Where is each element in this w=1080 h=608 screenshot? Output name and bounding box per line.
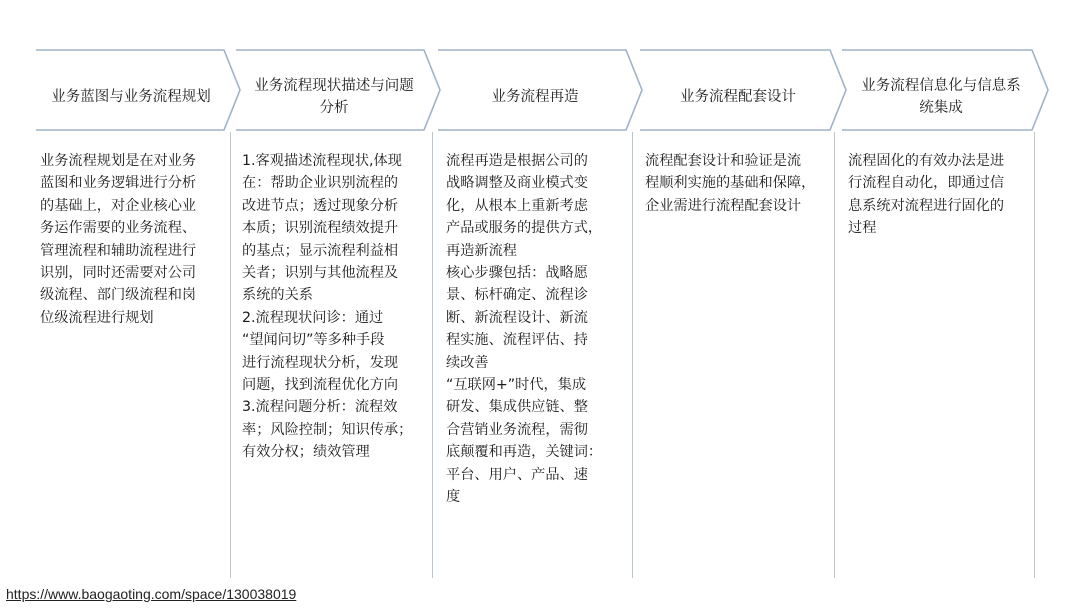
step-description-supporting-design: 流程配套设计和验证是流 程顺利实施的基础和保障， 企业需进行流程配套设计 <box>645 153 816 214</box>
column-separator-1 <box>230 132 231 578</box>
step-title-supporting-design: 业务流程配套设计 <box>680 89 796 105</box>
column-separator-4 <box>834 132 835 578</box>
step-description-informatization-integration: 流程固化的有效办法是进 行流程自动化，即通过信 息系统对流程进行固化的 过程 <box>848 153 1005 237</box>
step-title-current-state-analysis: 业务流程现状描述与问题 分析 <box>254 78 414 116</box>
step-title-informatization-integration: 业务流程信息化与信息系 统集成 <box>861 78 1021 116</box>
step-title-process-reengineering: 业务流程再造 <box>491 89 579 105</box>
source-link[interactable]: https://www.baogaoting.com/space/130038019 <box>6 586 297 602</box>
step-description-blueprint-planning: 业务流程规划是在对业务 蓝图和业务逻辑进行分析 的基础上，对企业核心业 务运作需要的业务流程、 管理流程和辅助流程进行 识别，同时还需要对公司 级流程、部门级流程和岗 位级流程进行规划 <box>40 153 197 326</box>
column-separator-3 <box>632 132 633 578</box>
column-separator-2 <box>432 132 433 578</box>
step-description-current-state-analysis: 1.客观描述流程现状,体现 在：帮助企业识别流程的 改进节点；透过现象分析 本质；识别流程绩效提升 的基点；显示流程利益相 关者；识别与其他流程及 系统的关系 2.流程现状问诊：通过 “望闻问切”等多种手段 进行流程现状分析，发现 问题，找到流程优化方向 3.流程问题分析：流程效 率；风险控制；知识传承； 有效分权；绩效管理 <box>242 153 413 461</box>
step-title-blueprint-planning: 业务蓝图与业务流程规划 <box>51 89 211 105</box>
column-separator-5 <box>1034 132 1035 578</box>
step-description-process-reengineering: 流程再造是根据公司的 战略调整及商业模式变 化，从根本上重新考虑 产品或服务的提供方式， 再造新流程 核心步骤包括：战略愿 景、标杆确定、流程诊 断、新流程设计、新流 程实施、流程评估、持 续改善 “互联网+”时代，集成 研发、集成供应链、整 合营销业务流程，需彻 底颠覆和再造，关键词： 平台、用户、产品、速 度 <box>446 153 603 506</box>
